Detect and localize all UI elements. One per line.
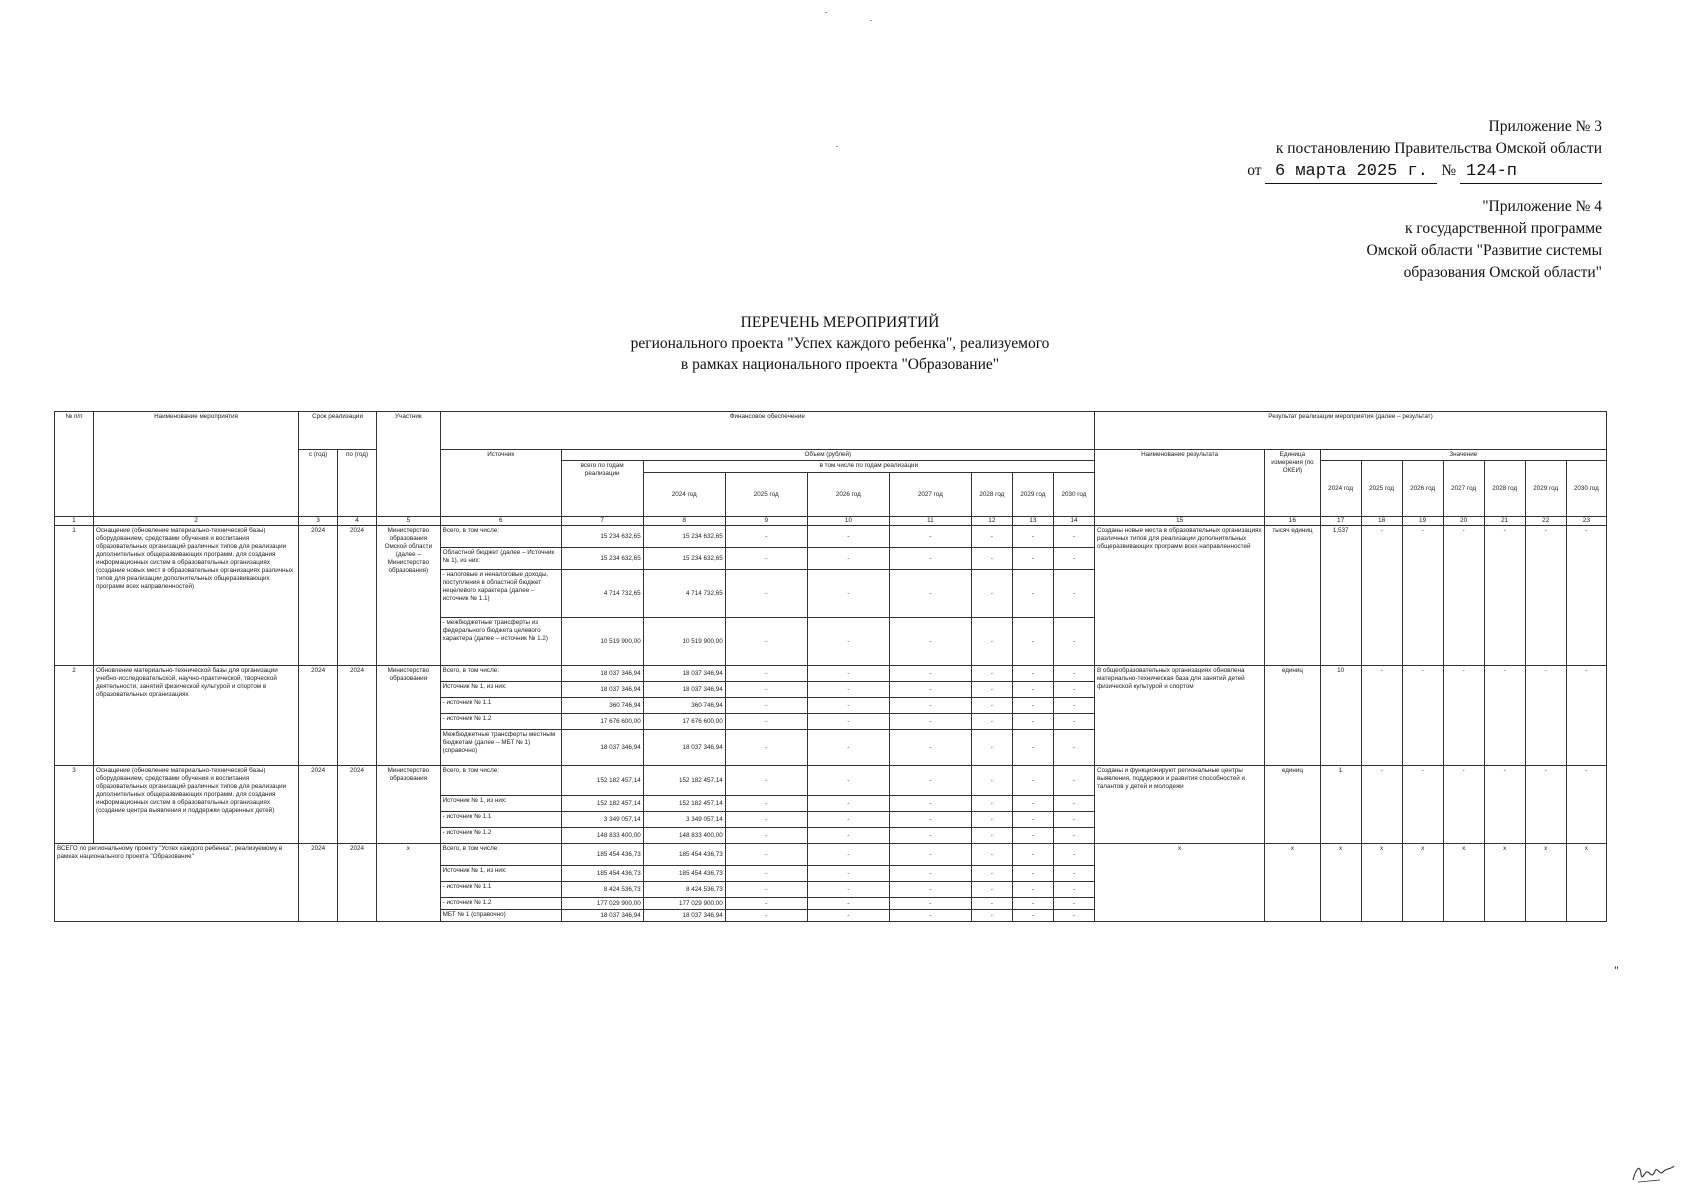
finance-year-value: -	[1012, 682, 1053, 698]
col-number: 17	[1320, 517, 1361, 526]
result-value: -	[1484, 766, 1525, 844]
result-value: x	[1484, 844, 1525, 922]
header-fin-year-2027: 2027 год	[889, 473, 971, 517]
result-unit: единиц	[1265, 666, 1320, 766]
finance-total: 8 424 536,73	[561, 882, 643, 898]
finance-year-value: 18 037 346,94	[643, 666, 725, 682]
header-finance: Финансовое обеспечение	[440, 412, 1094, 450]
header-fin-year-2030: 2030 год	[1053, 473, 1094, 517]
finance-year-value: 18 037 346,94	[643, 910, 725, 922]
appendix-block	[1366, 196, 1602, 284]
finance-year-value: -	[1053, 698, 1094, 714]
finance-total: 18 037 346,94	[561, 910, 643, 922]
finance-year-value: 148 833 400,00	[643, 828, 725, 844]
finance-year-value: -	[1012, 882, 1053, 898]
finance-year-value: -	[725, 682, 807, 698]
finance-year-value: -	[889, 698, 971, 714]
result-value: -	[1443, 526, 1484, 666]
finance-total: 177 029 900,00	[561, 898, 643, 910]
header-row-1	[55, 412, 1607, 450]
finance-year-value: -	[971, 866, 1012, 882]
finance-year-value: -	[1012, 548, 1053, 570]
col-number: 16	[1265, 517, 1320, 526]
result-name: Созданы новые места в образовательных организациях различных типов для реализации дополнительных общеразвивающих программ всех направленностей	[1094, 526, 1264, 666]
result-name: x	[1094, 844, 1264, 922]
finance-year-value: -	[807, 766, 889, 796]
year-from: 2024	[299, 844, 338, 922]
col-number: 12	[971, 517, 1012, 526]
finance-year-value: -	[807, 812, 889, 828]
finance-year-value: -	[971, 682, 1012, 698]
finance-year-value: -	[1053, 618, 1094, 666]
finance-year-value: -	[1012, 796, 1053, 812]
approval-line-2: к постановлению Правительства Омской области	[1275, 140, 1602, 157]
col-number: 20	[1443, 517, 1484, 526]
col-number: 8	[643, 517, 725, 526]
col-number: 5	[377, 517, 441, 526]
finance-year-value: -	[971, 812, 1012, 828]
result-value: x	[1320, 844, 1361, 922]
finance-year-value: -	[1012, 866, 1053, 882]
row-number: 2	[55, 666, 94, 766]
finance-year-value: -	[725, 898, 807, 910]
finance-year-value: -	[725, 796, 807, 812]
finance-year-value: -	[889, 812, 971, 828]
finance-year-value: -	[1053, 766, 1094, 796]
measures-table	[54, 411, 1607, 922]
finance-year-value: -	[1012, 526, 1053, 548]
finance-year-value: -	[889, 910, 971, 922]
finance-year-value: -	[971, 698, 1012, 714]
finance-year-value: 185 454 436,73	[643, 844, 725, 866]
finance-year-value: -	[1012, 812, 1053, 828]
finance-year-value: -	[1012, 618, 1053, 666]
finance-year-value: 10 519 900,00	[643, 618, 725, 666]
col-number: 7	[561, 517, 643, 526]
col-number: 3	[299, 517, 338, 526]
result-value: -	[1525, 666, 1566, 766]
result-name: Созданы и функционируют региональные центры выявления, поддержки и развития способностей и талантов у детей и молодежи	[1094, 766, 1264, 844]
result-value: 1	[1320, 766, 1361, 844]
table-row	[55, 766, 1607, 796]
finance-total: 152 182 457,14	[561, 766, 643, 796]
result-unit: x	[1265, 844, 1320, 922]
header-fin-year-2029: 2029 год	[1012, 473, 1053, 517]
finance-year-value: -	[971, 618, 1012, 666]
finance-year-value: -	[725, 828, 807, 844]
finance-year-value: -	[889, 570, 971, 618]
measure-name: Оснащение (обновление материально-технической базы) оборудованием, средствами обучения и воспитания образовательных организаций различных типов для реализации дополнительных общеразвивающих программ, для создания информационных систем в образовательных организациях (создание центра выявления и поддержки одаренных детей)	[93, 766, 298, 844]
handwritten-date: 6 марта 2025 г.	[1265, 161, 1437, 184]
finance-year-value: -	[807, 866, 889, 882]
number-prefix: №	[1441, 162, 1457, 179]
result-value: 1,537	[1320, 526, 1361, 666]
finance-year-value: -	[807, 714, 889, 730]
finance-total: 17 676 600,00	[561, 714, 643, 730]
finance-year-value: -	[1012, 766, 1053, 796]
finance-year-value: -	[807, 570, 889, 618]
result-value: -	[1402, 766, 1443, 844]
finance-year-value: 3 349 057,14	[643, 812, 725, 828]
col-number: 18	[1361, 517, 1402, 526]
appendix-line-4: образования Омской области"	[1403, 264, 1602, 281]
result-value: -	[1361, 526, 1402, 666]
header-num: № п/п	[55, 412, 94, 517]
finance-year-value: -	[889, 866, 971, 882]
finance-year-value: -	[1012, 698, 1053, 714]
finance-year-value: -	[725, 526, 807, 548]
finance-source: - источник № 1.1	[440, 882, 561, 898]
finance-year-value: -	[807, 730, 889, 766]
result-value: x	[1443, 844, 1484, 922]
col-number: 21	[1484, 517, 1525, 526]
header-value: Значение	[1320, 450, 1606, 461]
header-res-year-2029: 2029 год	[1525, 461, 1566, 517]
column-numbers-row	[55, 517, 1607, 526]
finance-year-value: -	[889, 526, 971, 548]
finance-total: 185 454 436,73	[561, 866, 643, 882]
result-value: -	[1402, 526, 1443, 666]
table-row	[55, 526, 1607, 548]
col-number: 15	[1094, 517, 1264, 526]
title-line-1: ПЕРЕЧЕНЬ МЕРОПРИЯТИЙ	[740, 314, 940, 331]
finance-source: - межбюджетные трансферты из федерального бюджета целевого характера (далее – источник № 1.2)	[440, 618, 561, 666]
finance-total: 185 454 436,73	[561, 844, 643, 866]
scan-speck	[825, 12, 827, 13]
header-participant: Участник	[377, 412, 441, 517]
finance-source: Источник № 1, из них:	[440, 796, 561, 812]
finance-source: Источник № 1, из них:	[440, 866, 561, 882]
finance-year-value: -	[971, 844, 1012, 866]
header-fin-year-2025: 2025 год	[725, 473, 807, 517]
finance-year-value: -	[1053, 570, 1094, 618]
finance-year-value: -	[725, 666, 807, 682]
col-number: 4	[338, 517, 377, 526]
approval-date-line	[1247, 160, 1602, 184]
year-to: 2024	[338, 844, 377, 922]
finance-total: 360 746,94	[561, 698, 643, 714]
result-value: -	[1402, 666, 1443, 766]
finance-year-value: 177 029 900,00	[643, 898, 725, 910]
finance-source: Всего, в том числе:	[440, 844, 561, 866]
finance-year-value: -	[725, 910, 807, 922]
total-row-label: ВСЕГО по региональному проекту "Успех каждого ребенка", реализуемому в рамках национального проекта "Образование"	[55, 844, 299, 922]
finance-year-value: -	[971, 766, 1012, 796]
result-value: -	[1443, 766, 1484, 844]
finance-total: 4 714 732,65	[561, 570, 643, 618]
col-number: 19	[1402, 517, 1443, 526]
finance-source: Межбюджетные трансферты местным бюджетам (далее – МБТ № 1) (справочно)	[440, 730, 561, 766]
finance-year-value: -	[1053, 844, 1094, 866]
result-value: -	[1484, 666, 1525, 766]
finance-year-value: 15 234 632,65	[643, 526, 725, 548]
finance-year-value: -	[971, 526, 1012, 548]
header-res-year-2030: 2030 год	[1566, 461, 1606, 517]
finance-year-value: -	[725, 766, 807, 796]
finance-year-value: -	[807, 526, 889, 548]
finance-year-value: -	[889, 618, 971, 666]
finance-total: 15 234 632,65	[561, 548, 643, 570]
approval-line-1: Приложение № 3	[1488, 118, 1602, 135]
result-unit: тысяч единиц	[1265, 526, 1320, 666]
result-value: x	[1402, 844, 1443, 922]
header-unit: Единица измерения (по ОКЕИ)	[1265, 450, 1320, 517]
finance-year-value: -	[1012, 666, 1053, 682]
finance-year-value: -	[807, 548, 889, 570]
header-by-years: в том числе по годам реализации	[643, 461, 1094, 473]
finance-year-value: -	[807, 882, 889, 898]
finance-source: Источник № 1, из них:	[440, 682, 561, 698]
finance-year-value: -	[725, 714, 807, 730]
finance-year-value: -	[725, 618, 807, 666]
result-value: -	[1566, 766, 1606, 844]
appendix-line-3: Омской области "Развитие системы	[1366, 242, 1602, 259]
header-total: всего по годам реализации	[561, 461, 643, 517]
finance-total: 18 037 346,94	[561, 682, 643, 698]
finance-year-value: -	[1053, 882, 1094, 898]
finance-source: - источник № 1.2	[440, 714, 561, 730]
result-value: -	[1566, 666, 1606, 766]
finance-year-value: -	[971, 828, 1012, 844]
participant: Министерство образования Омской области (далее – Министерство образования)	[377, 526, 441, 666]
header-res-year-2026: 2026 год	[1402, 461, 1443, 517]
col-number: 11	[889, 517, 971, 526]
row-number: 1	[55, 526, 94, 666]
col-number: 22	[1525, 517, 1566, 526]
finance-source: Областной бюджет (далее – Источник № 1), из них:	[440, 548, 561, 570]
finance-year-value: -	[807, 898, 889, 910]
finance-year-value: -	[1053, 812, 1094, 828]
finance-year-value: 360 746,94	[643, 698, 725, 714]
table-row	[55, 666, 1607, 682]
finance-source: - источник № 1.1	[440, 698, 561, 714]
finance-year-value: -	[807, 618, 889, 666]
finance-total: 18 037 346,94	[561, 730, 643, 766]
finance-year-value: -	[807, 828, 889, 844]
header-from: с (год)	[299, 450, 338, 517]
col-number: 1	[55, 517, 94, 526]
header-volume: Объем (рублей)	[561, 450, 1094, 461]
finance-year-value: -	[971, 898, 1012, 910]
finance-year-value: -	[1012, 570, 1053, 618]
title-line-3: в рамках национального проекта "Образование"	[680, 356, 1000, 373]
handwritten-number: 124-п	[1460, 161, 1602, 184]
finance-year-value: -	[1053, 548, 1094, 570]
finance-year-value: -	[1012, 898, 1053, 910]
finance-year-value: 8 424 536,73	[643, 882, 725, 898]
participant: x	[377, 844, 441, 922]
finance-year-value: -	[807, 796, 889, 812]
finance-year-value: -	[971, 796, 1012, 812]
header-to: по (год)	[338, 450, 377, 517]
finance-year-value: -	[889, 714, 971, 730]
finance-total: 148 833 400,00	[561, 828, 643, 844]
finance-year-value: -	[971, 570, 1012, 618]
finance-year-value: -	[725, 812, 807, 828]
finance-total: 18 037 346,94	[561, 666, 643, 682]
finance-year-value: -	[1053, 666, 1094, 682]
appendix-line-2: к государственной программе	[1404, 220, 1602, 237]
finance-year-value: -	[1012, 844, 1053, 866]
header-res-year-2024: 2024 год	[1320, 461, 1361, 517]
finance-year-value: 152 182 457,14	[643, 796, 725, 812]
finance-year-value: -	[725, 730, 807, 766]
finance-year-value: -	[725, 570, 807, 618]
finance-year-value: -	[889, 666, 971, 682]
finance-year-value: -	[971, 882, 1012, 898]
participant: Министерство образования	[377, 766, 441, 844]
finance-year-value: -	[1012, 910, 1053, 922]
finance-year-value: -	[1053, 526, 1094, 548]
result-unit: единиц	[1265, 766, 1320, 844]
finance-total: 152 182 457,14	[561, 796, 643, 812]
finance-source: МБТ № 1 (справочно)	[440, 910, 561, 922]
finance-year-value: -	[1053, 682, 1094, 698]
header-fin-year-2024: 2024 год	[643, 473, 725, 517]
finance-year-value: -	[1053, 730, 1094, 766]
col-number: 13	[1012, 517, 1053, 526]
finance-year-value: -	[889, 898, 971, 910]
finance-year-value: -	[1053, 898, 1094, 910]
finance-year-value: -	[889, 766, 971, 796]
result-value: -	[1484, 526, 1525, 666]
col-number: 14	[1053, 517, 1094, 526]
year-from: 2024	[299, 666, 338, 766]
finance-year-value: 18 037 346,94	[643, 682, 725, 698]
finance-source: - источник № 1.2	[440, 898, 561, 910]
finance-year-value: -	[1053, 866, 1094, 882]
header-result-name: Наименование результата	[1094, 450, 1264, 517]
measure-name: Обновление материально-технической базы для организации учебно-исследовательской, научно-практической, творческой деятельности, занятий физической культурой и спортом в образовательных организациях	[93, 666, 298, 766]
finance-year-value: -	[1012, 828, 1053, 844]
finance-year-value: -	[725, 844, 807, 866]
header-res-year-2027: 2027 год	[1443, 461, 1484, 517]
col-number: 23	[1566, 517, 1606, 526]
measure-name: Оснащение (обновление материально-технической базы) оборудованием, средствами обучения и воспитания образовательных организаций различных типов для реализации дополнительных общеразвивающих программ, для создания информационных систем в образовательных организациях (создание новых мест в образовательных организациях различных типов для реализации дополнительных общеразвивающих программ всех направленностей)	[93, 526, 298, 666]
finance-year-value: 4 714 732,65	[643, 570, 725, 618]
year-from: 2024	[299, 526, 338, 666]
finance-year-value: -	[807, 682, 889, 698]
result-value: -	[1525, 526, 1566, 666]
finance-year-value: -	[889, 844, 971, 866]
year-to: 2024	[338, 766, 377, 844]
finance-source: Всего, в том числе:	[440, 766, 561, 796]
header-results: Результат реализации мероприятия (далее – результат)	[1094, 412, 1606, 450]
finance-year-value: -	[971, 910, 1012, 922]
closing-quote: "	[1614, 963, 1619, 977]
finance-source: Всего, в том числе:	[440, 526, 561, 548]
finance-year-value: -	[807, 844, 889, 866]
finance-year-value: 185 454 436,73	[643, 866, 725, 882]
finance-year-value: -	[889, 882, 971, 898]
finance-total: 3 349 057,14	[561, 812, 643, 828]
participant: Министерство образования	[377, 666, 441, 766]
finance-year-value: -	[1053, 828, 1094, 844]
col-number: 9	[725, 517, 807, 526]
col-number: 6	[440, 517, 561, 526]
finance-year-value: -	[889, 796, 971, 812]
finance-year-value: 18 037 346,94	[643, 730, 725, 766]
result-value: -	[1361, 766, 1402, 844]
result-name: В общеобразовательных организациях обновлена материально-техническая база для занятий детей физической культурой и спортом	[1094, 666, 1264, 766]
document-title	[500, 312, 1180, 375]
result-value: -	[1566, 526, 1606, 666]
header-fin-year-2028: 2028 год	[971, 473, 1012, 517]
header-source: Источник	[440, 450, 561, 517]
finance-year-value: -	[1053, 910, 1094, 922]
year-from: 2024	[299, 766, 338, 844]
header-res-year-2028: 2028 год	[1484, 461, 1525, 517]
year-to: 2024	[338, 666, 377, 766]
finance-year-value: -	[1012, 730, 1053, 766]
header-fin-year-2026: 2026 год	[807, 473, 889, 517]
row-number: 3	[55, 766, 94, 844]
col-number: 2	[93, 517, 298, 526]
table-row	[55, 844, 1607, 866]
result-value: -	[1361, 666, 1402, 766]
finance-year-value: -	[807, 910, 889, 922]
finance-year-value: -	[807, 698, 889, 714]
result-value: x	[1566, 844, 1606, 922]
header-period: Срок реализации	[299, 412, 377, 450]
year-to: 2024	[338, 526, 377, 666]
title-line-2: регионального проекта "Успех каждого ребенка", реализуемого	[630, 335, 1050, 352]
result-value: x	[1525, 844, 1566, 922]
finance-year-value: -	[725, 866, 807, 882]
finance-year-value: -	[889, 828, 971, 844]
finance-year-value: -	[725, 882, 807, 898]
date-prefix: от	[1247, 162, 1262, 179]
finance-source: - налоговые и неналоговые доходы, поступления в областной бюджет нецелевого характера (далее – источник № 1.1)	[440, 570, 561, 618]
result-value: -	[1443, 666, 1484, 766]
result-value: x	[1361, 844, 1402, 922]
finance-year-value: -	[971, 730, 1012, 766]
finance-year-value: -	[971, 548, 1012, 570]
appendix-line-1: "Приложение № 4	[1482, 198, 1602, 215]
finance-year-value: -	[1012, 714, 1053, 730]
finance-year-value: -	[889, 730, 971, 766]
col-number: 10	[807, 517, 889, 526]
finance-source: - источник № 1.2	[440, 828, 561, 844]
finance-year-value: -	[971, 666, 1012, 682]
finance-year-value: -	[1053, 714, 1094, 730]
finance-total: 15 234 632,65	[561, 526, 643, 548]
finance-year-value: -	[725, 698, 807, 714]
header-res-year-2025: 2025 год	[1361, 461, 1402, 517]
finance-year-value: -	[725, 548, 807, 570]
finance-source: Всего, в том числе:	[440, 666, 561, 682]
finance-year-value: 15 234 632,65	[643, 548, 725, 570]
finance-year-value: 17 676 600,00	[643, 714, 725, 730]
result-value: 10	[1320, 666, 1361, 766]
finance-year-value: -	[971, 714, 1012, 730]
scan-speck	[836, 146, 838, 147]
finance-total: 10 519 900,00	[561, 618, 643, 666]
finance-year-value: 152 182 457,14	[643, 766, 725, 796]
finance-year-value: -	[807, 666, 889, 682]
signature-icon	[1630, 1160, 1678, 1186]
finance-source: - источник № 1.1	[440, 812, 561, 828]
finance-year-value: -	[889, 548, 971, 570]
finance-year-value: -	[889, 682, 971, 698]
result-value: -	[1525, 766, 1566, 844]
approval-block	[1247, 116, 1602, 184]
finance-year-value: -	[1053, 796, 1094, 812]
scan-speck	[870, 20, 872, 21]
header-name: Наименование мероприятия	[93, 412, 298, 517]
